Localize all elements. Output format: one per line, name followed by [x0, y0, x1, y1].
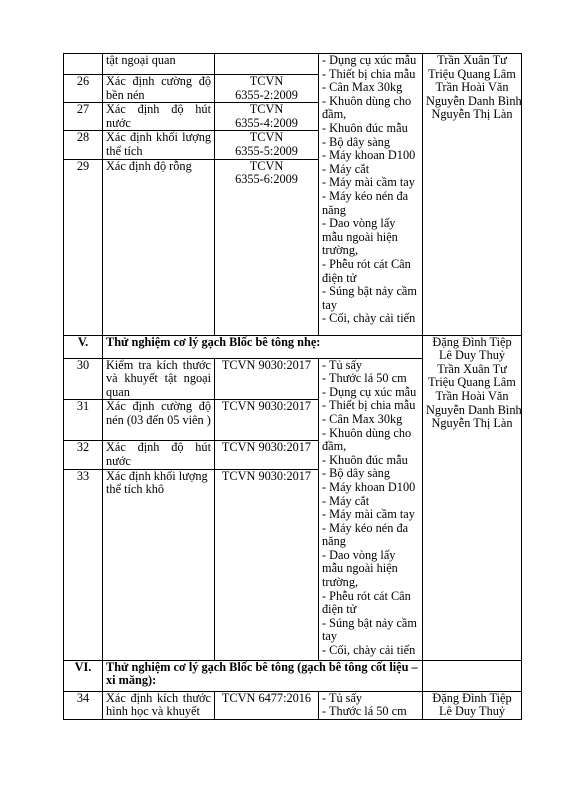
staff-name: Trần Xuân Tư [437, 53, 507, 67]
test-name-cell: Xác định cường độ nén (03 đến 05 viên ) [103, 400, 215, 441]
standard-line: 6355-4:2009 [235, 115, 298, 130]
row-number-cell: 30 [64, 358, 103, 400]
test-name-cell: Xác định cường độ bền nén [103, 75, 215, 103]
equipment-item: - Tủ sấy [322, 690, 363, 705]
section-row [64, 335, 522, 358]
equipment-cell [319, 691, 423, 719]
equipment-item: - Máy kéo nén đa [322, 520, 409, 535]
equipment-item: - Cối, chày cải tiến [322, 311, 416, 326]
standard-cell [215, 75, 319, 103]
equipment-item: - Thiết bị chia mẫu [322, 66, 416, 81]
row-number-cell: 34 [64, 691, 103, 719]
staff-name: Trần Hoài Văn [435, 80, 509, 95]
staff-name: Lê Duy Thuỷ [438, 348, 506, 363]
section-row [64, 660, 522, 691]
staff-name: Trần Xuân Tư [437, 361, 507, 376]
staff-cell [423, 660, 522, 691]
equipment-cell [319, 54, 423, 336]
equipment-item: năng [322, 534, 346, 549]
equipment-item: đầm, [322, 107, 347, 122]
equipment-item: - Thiết bị chia mẫu [322, 398, 416, 413]
equipment-item: - Phễu rót cát Cân [322, 588, 411, 603]
equipment-item: - Dụng cụ xúc mẫu [322, 53, 417, 67]
row-number-cell: 28 [64, 131, 103, 159]
test-name-cell: Xác định độ hút nước [103, 441, 215, 469]
staff-name: Đặng Đình Tiệp [432, 334, 512, 349]
standard-cell: TCVN 9030:2017 [215, 441, 319, 469]
row-number-cell: 33 [64, 469, 103, 660]
equipment-item: năng [322, 202, 346, 217]
equipment-item: - Bộ dây sàng [322, 134, 390, 149]
equipment-item: - Cối, chày cải tiến [322, 643, 416, 658]
equipment-item: - Khuôn đúc mẫu [322, 452, 408, 467]
standard-line: 6355-6:2009 [235, 172, 298, 187]
row-number-cell: 31 [64, 400, 103, 441]
standard-cell: TCVN 9030:2017 [215, 469, 319, 660]
staff-name: Nguyễn Danh Bình [426, 93, 522, 108]
row-number-cell: 26 [64, 75, 103, 103]
equipment-item: - Thước lá 50 cm [322, 371, 407, 386]
standard-cell [215, 131, 319, 159]
equipment-item: - Máy cắt [322, 493, 370, 508]
equipment-item: - Súng bật nảy cầm [322, 615, 417, 630]
row-number-cell: 32 [64, 441, 103, 469]
test-name-cell: Kiểm tra kích thước và khuyết tật ngoại quan [103, 358, 215, 400]
equipment-item: đầm, [322, 439, 347, 454]
equipment-item: - Máy khoan D100 [322, 148, 416, 163]
test-name-cell: tật ngoại quan [103, 54, 215, 75]
equipment-cell [319, 358, 423, 660]
equipment-item: - Máy kéo nén đa [322, 188, 409, 203]
equipment-item: tay [322, 297, 338, 312]
test-name-cell: Xác định khối lượng thể tích [103, 131, 215, 159]
test-name-cell: Xác định độ hút nước [103, 103, 215, 131]
equipment-item: - Máy mài cầm tay [322, 507, 415, 522]
standard-line: TCVN [249, 74, 284, 88]
equipment-item: - Cân Max 30kg [322, 80, 403, 95]
staff-name: Triệu Quang Lâm [428, 375, 516, 390]
standard-cell: TCVN 9030:2017 [215, 400, 319, 441]
staff-name: Trần Hoài Văn [435, 388, 509, 403]
section-number: V. [64, 335, 103, 358]
test-name-cell: Xác định kích thước hình học và khuyết [103, 691, 215, 719]
test-methods-table [63, 53, 522, 720]
standard-cell: TCVN 9030:2017 [215, 358, 319, 400]
equipment-item: mẫu ngoài hiện [322, 229, 398, 244]
staff-name: Nguyễn Danh Bình [426, 402, 522, 417]
equipment-item: - Bộ dây sàng [322, 466, 390, 481]
equipment-item: - Khuôn dùng cho [322, 93, 412, 108]
staff-cell [423, 691, 522, 719]
equipment-item: trường, [322, 575, 359, 590]
equipment-item: - Dao vòng lấy [322, 547, 396, 562]
staff-name: Nguyễn Thị Làn [431, 107, 513, 122]
standard-cell [215, 103, 319, 131]
equipment-item: - Dao vòng lấy [322, 216, 396, 231]
equipment-item: - Khuôn dùng cho [322, 425, 412, 440]
equipment-item: - Tủ sấy [322, 357, 363, 372]
equipment-item: - Khuôn đúc mẫu [322, 120, 408, 135]
staff-cell [423, 335, 522, 660]
standard-line: 6355-5:2009 [235, 143, 298, 158]
equipment-item: trường, [322, 243, 359, 258]
row-number-cell: 27 [64, 103, 103, 131]
equipment-item: mẫu ngoài hiện [322, 561, 398, 576]
staff-name: Nguyễn Thị Làn [431, 416, 513, 431]
equipment-item: - Cân Max 30kg [322, 411, 403, 426]
equipment-item: - Thước lá 50 cm [322, 704, 407, 719]
equipment-item: - Phễu rót cát Cân [322, 256, 411, 271]
row-number-cell: 29 [64, 159, 103, 335]
equipment-item: - Máy cắt [322, 161, 370, 176]
equipment-item: - Súng bật nảy cầm [322, 284, 417, 299]
section-title: Thử nghiệm cơ lý gạch Blốc bê tông nhẹ: [103, 335, 423, 358]
standard-line: 6355-2:2009 [235, 87, 298, 102]
standard-line: TCVN [249, 158, 284, 173]
standard-cell [215, 159, 319, 335]
section-title: Thử nghiệm cơ lý gạch Blốc bê tông (gạch bê tông cốt liệu – xi măng): [103, 660, 423, 691]
equipment-item: - Dụng cụ xúc mẫu [322, 384, 417, 399]
section-number: VI. [64, 660, 103, 691]
staff-name: Triệu Quang Lâm [428, 66, 516, 81]
equipment-item: - Máy khoan D100 [322, 479, 416, 494]
test-name-cell: Xác định độ rỗng [103, 159, 215, 335]
table-row [64, 54, 522, 75]
equipment-item: điện tử [322, 602, 357, 617]
equipment-item: tay [322, 629, 338, 644]
staff-name: Lê Duy Thuỷ [438, 704, 506, 719]
staff-cell [423, 54, 522, 336]
standard-line: TCVN [249, 130, 284, 145]
standard-cell [215, 54, 319, 75]
equipment-item: điện tử [322, 270, 357, 285]
row-number-cell [64, 54, 103, 75]
standard-line: TCVN [249, 102, 284, 117]
standard-cell: TCVN 6477:2016 [215, 691, 319, 719]
table-row [64, 691, 522, 719]
test-name-cell: Xác định khối lượng thể tích khô [103, 469, 215, 660]
staff-name: Đặng Đình Tiệp [432, 690, 512, 705]
equipment-item: - Máy mài cầm tay [322, 175, 415, 190]
